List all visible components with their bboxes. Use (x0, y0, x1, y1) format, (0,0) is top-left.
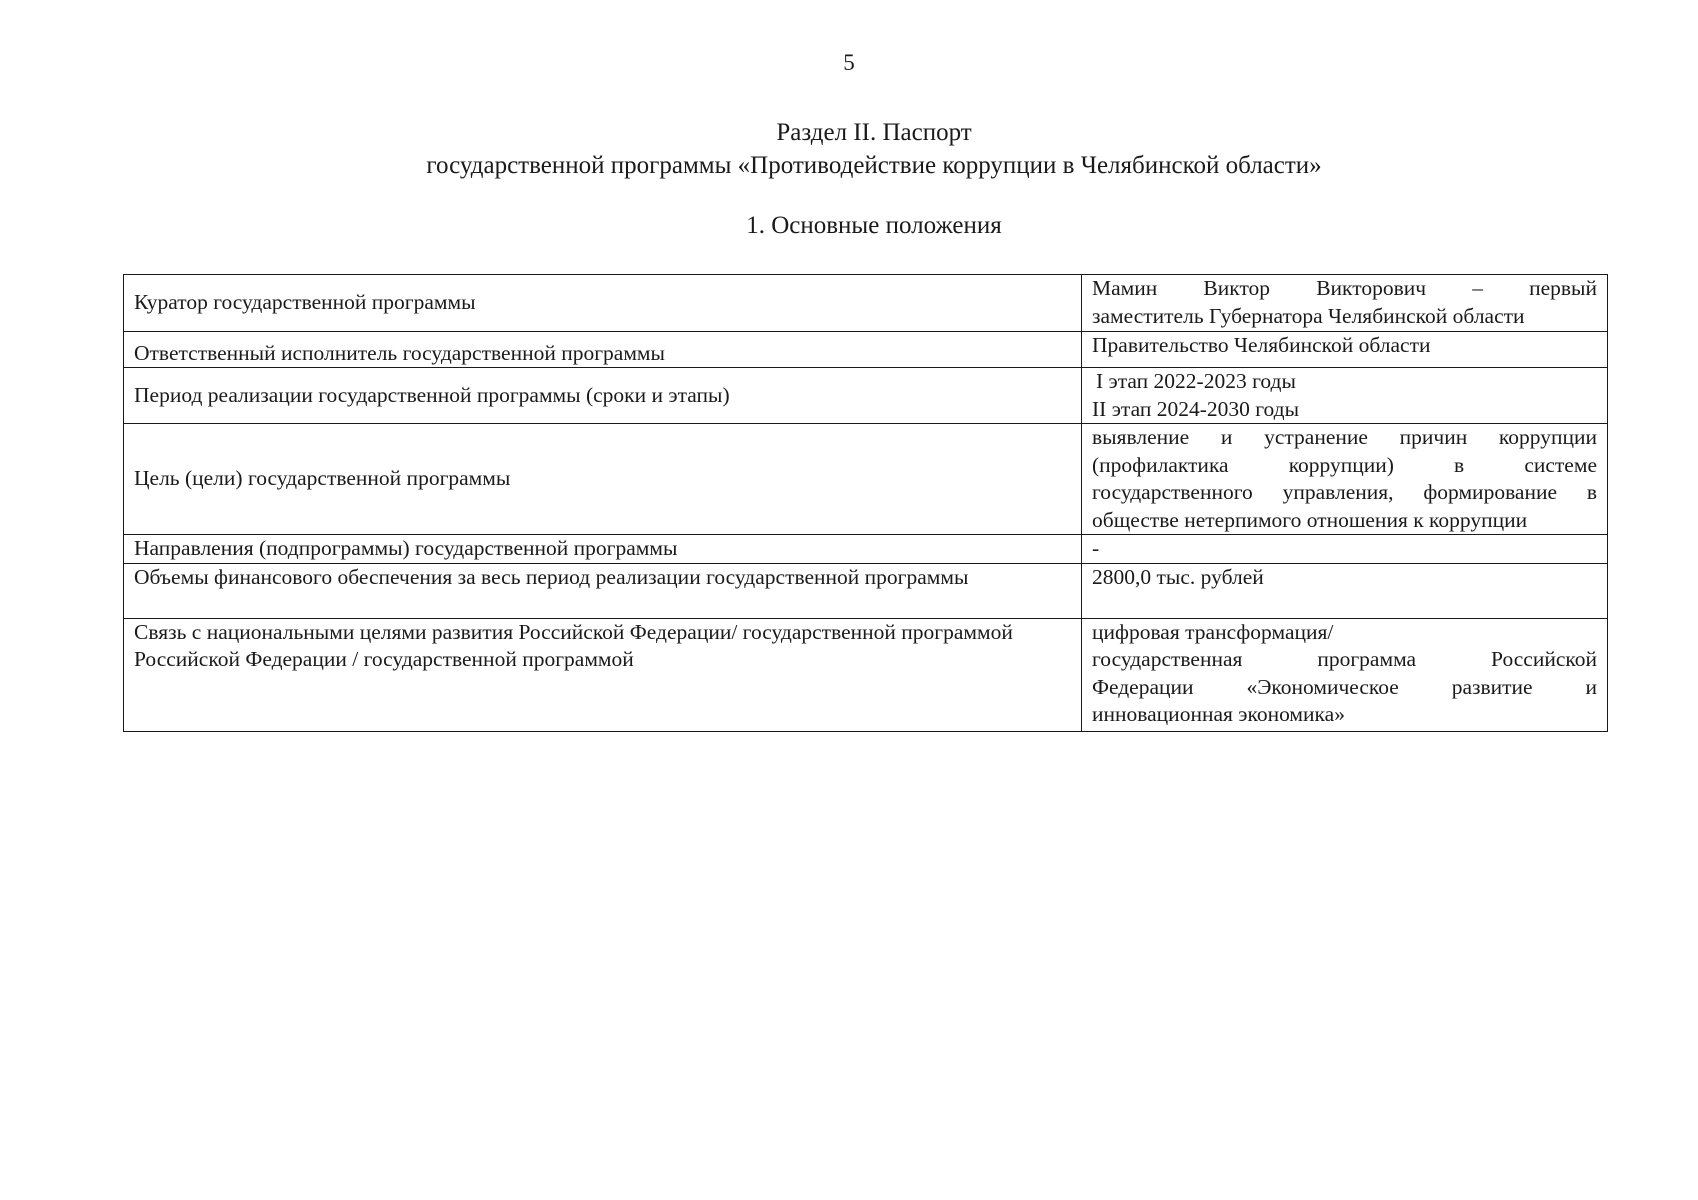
row-value-line: обществе нетерпимого отношения к коррупции (1092, 507, 1528, 532)
row-value-line: инновационная экономика» (1092, 702, 1345, 726)
section-title-line-1: Раздел II. Паспорт (776, 119, 972, 146)
row-value (1082, 563, 1608, 618)
row-value-line: Мамин Виктор Викторович – первый (1092, 276, 1597, 300)
row-label-text: Ответственный исполнитель государственной программы (134, 340, 665, 365)
row-label: Период реализации государственной программы (сроки и этапы) (124, 368, 1082, 424)
row-value (1082, 332, 1608, 368)
row-value (1082, 275, 1608, 332)
row-value (1082, 424, 1608, 535)
row-value (1082, 368, 1608, 424)
row-label (124, 563, 1082, 618)
table-row (124, 535, 1608, 564)
row-value (1082, 535, 1608, 564)
table-row (124, 368, 1608, 424)
row-value-line: выявление и устранение причин коррупции (1092, 425, 1597, 449)
row-value-line: государственная программа Российской (1092, 647, 1597, 671)
section-title-line-2: государственной программы «Противодействие коррупции в Челябинской области» (426, 152, 1322, 179)
row-value-line: II этап 2024-2030 годы (1092, 396, 1300, 421)
table-row (124, 618, 1608, 731)
row-value-line: I этап 2022-2023 годы (1096, 369, 1296, 393)
table-row (124, 424, 1608, 535)
subsection-title: 1. Основные положения (746, 212, 1002, 239)
row-value-line: заместитель Губернатора Челябинской области (1092, 303, 1525, 328)
row-label-text: Связь с национальными целями развития Российской Федерации/ государственной программой Российской Федерации / государственной программой (134, 619, 1013, 671)
page-number: 5 (843, 50, 855, 75)
row-value-line: Федерации «Экономическое развитие и (1092, 674, 1597, 699)
row-value (1082, 618, 1608, 731)
row-value-line: государственного управления, формирование в (1092, 480, 1597, 504)
row-value-line: (профилактика коррупции) в системе (1092, 452, 1597, 477)
table-row (124, 563, 1608, 618)
row-label: Направления (подпрограммы) государственной программы (124, 535, 1082, 564)
row-label (124, 332, 1082, 368)
table-row (124, 332, 1608, 368)
section-title (0, 116, 1698, 182)
row-label: Куратор государственной программы (124, 275, 1082, 332)
row-label-text: Объемы финансового обеспечения за весь период реализации государственной программы (134, 564, 969, 589)
row-value-line: - (1092, 536, 1100, 560)
passport-table (123, 274, 1608, 732)
row-label (124, 618, 1082, 731)
row-label: Цель (цели) государственной программы (124, 424, 1082, 535)
row-value-line: Правительство Челябинской области (1092, 333, 1431, 357)
row-value-line: цифровая трансформация/ (1092, 619, 1334, 644)
row-value-line: 2800,0 тыс. рублей (1092, 564, 1264, 589)
table-row (124, 275, 1608, 332)
